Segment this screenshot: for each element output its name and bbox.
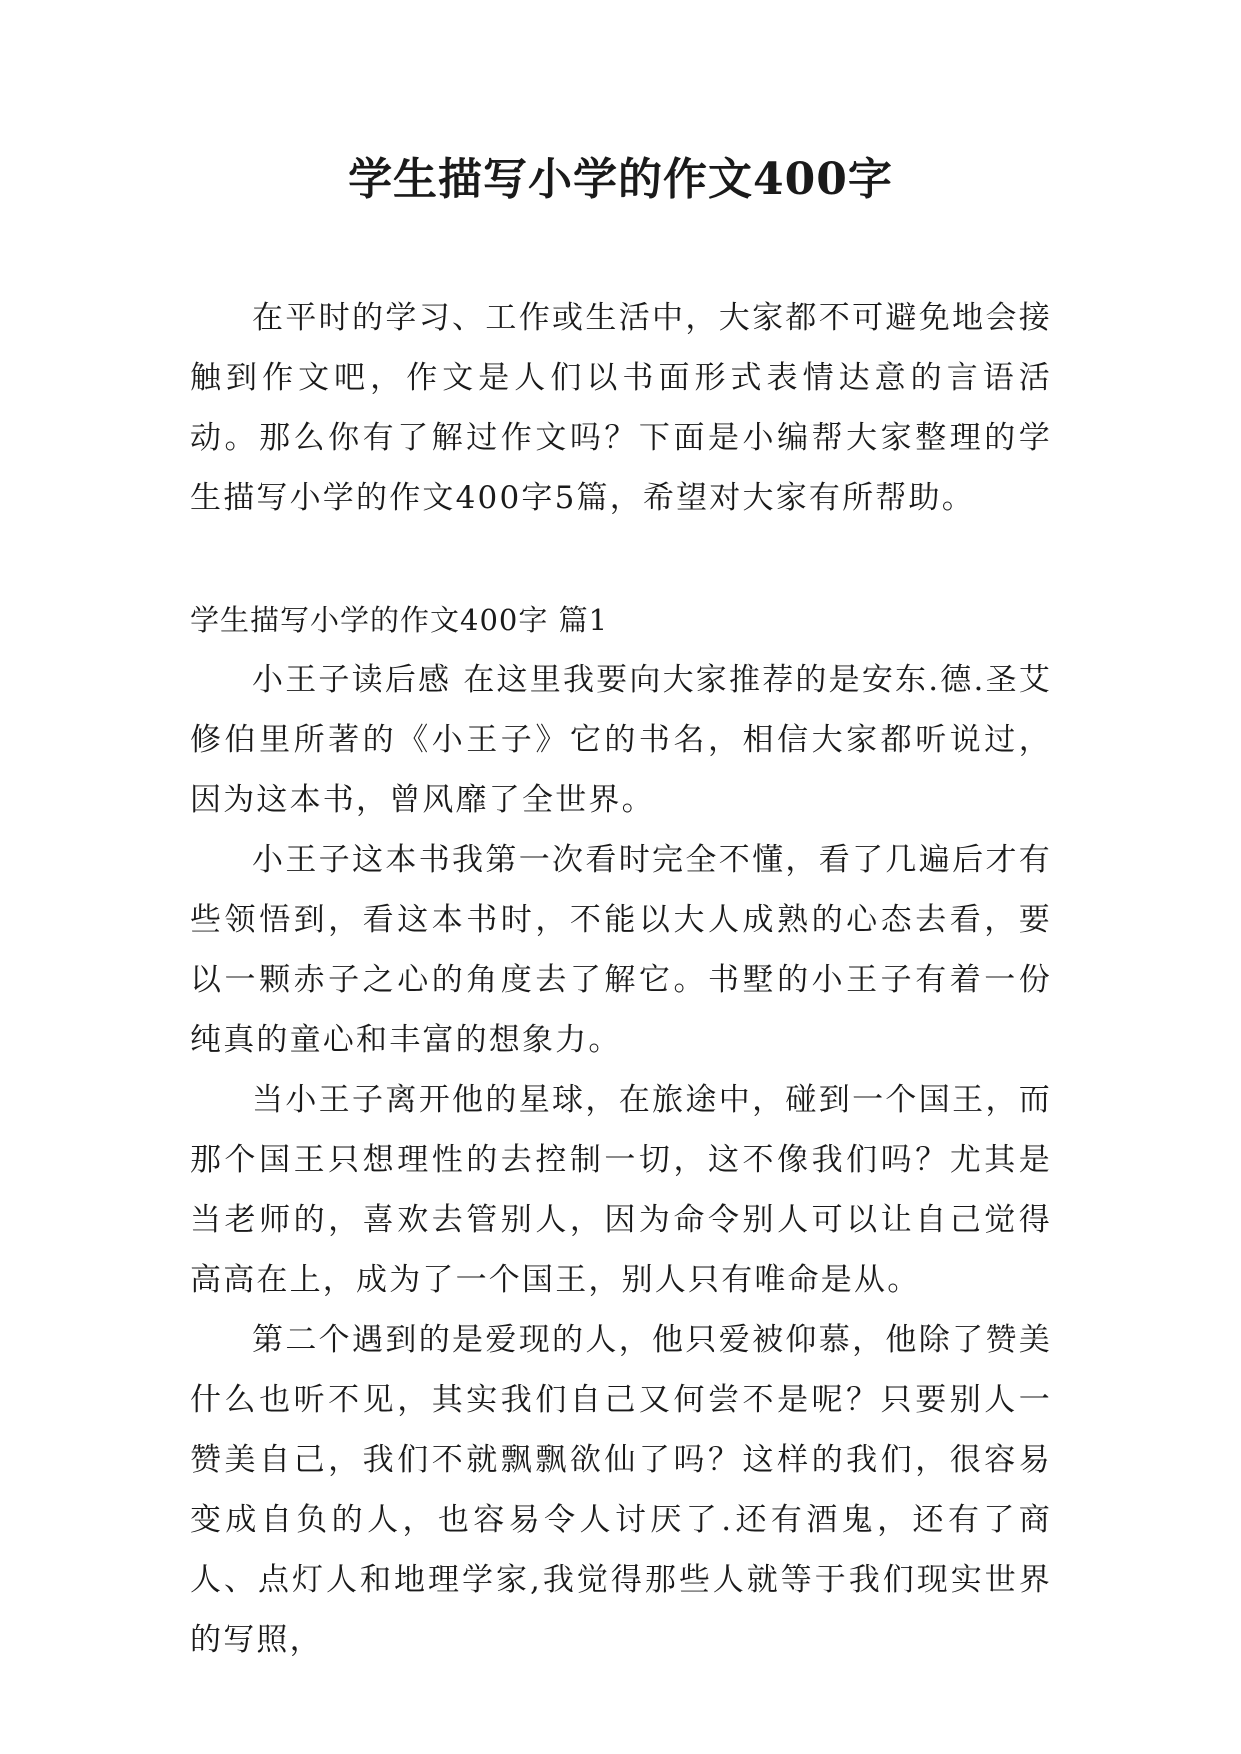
section-heading: 学生描写小学的作文400字 篇1 [190,603,609,637]
essay-section-1 [190,590,1052,1670]
document-body [190,288,1052,1670]
intro-paragraph: 在平时的学习、工作或生活中，大家都不可避免地会接触到作文吧，作文是人们以书面形式表情达意的言语活动。那么你有了解过作文吗？下面是小编帮大家整理的学生描写小学的作文400字5篇，希望对大家有所帮助。 [190,300,1052,516]
document-title: 学生描写小学的作文400字 [348,154,893,205]
section-paragraph-2: 小王子这本书我第一次看时完全不懂，看了几遍后才有些领悟到，看这本书时，不能以大人成熟的心态去看，要以一颗赤子之心的角度去了解它。书墅的小王子有着一份纯真的童心和丰富的想象力。 [190,842,1052,1058]
section-paragraph-3: 当小王子离开他的星球，在旅途中，碰到一个国王，而那个国王只想理性的去控制一切，这不像我们吗？尤其是当老师的，喜欢去管别人，因为命令别人可以让自己觉得高高在上，成为了一个国王，别人只有唯命是从。 [190,1082,1052,1298]
section-paragraph-4: 第二个遇到的是爱现的人，他只爱被仰慕，他除了赞美什么也听不见，其实我们自己又何尝不是呢？只要别人一赞美自己，我们不就飘飘欲仙了吗？这样的我们，很容易变成自负的人，也容易令人讨厌了.还有酒鬼，还有了商人、点灯人和地理学家,我觉得那些人就等于我们现实世界的写照， [190,1322,1052,1658]
section-paragraph-1: 小王子读后感 在这里我要向大家推荐的是安东.德.圣艾修伯里所著的《小王子》它的书名，相信大家都听说过，因为这本书，曾风靡了全世界。 [190,662,1052,818]
